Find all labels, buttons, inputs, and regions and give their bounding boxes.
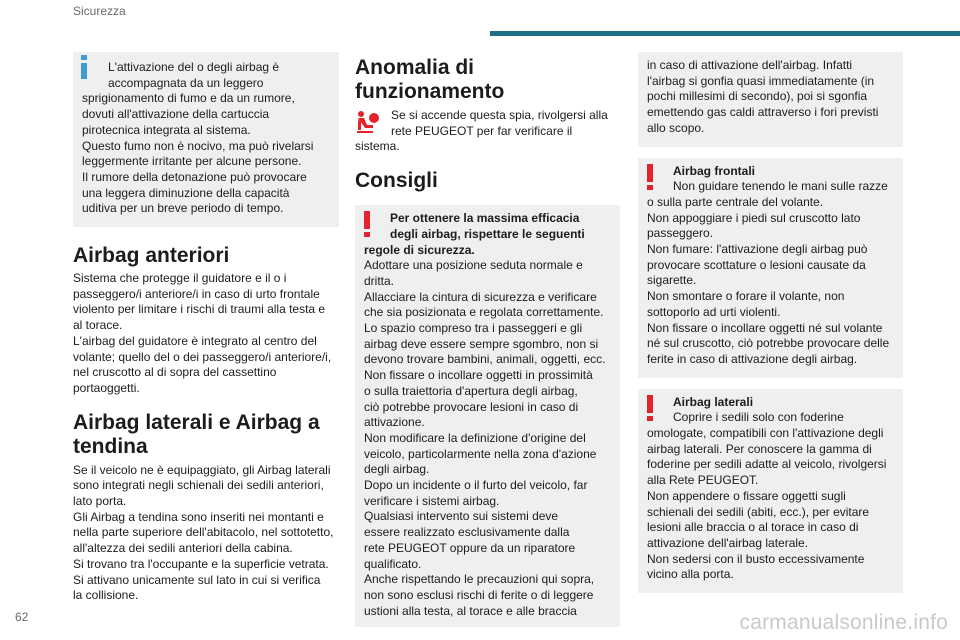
text-line: all'altezza dei sedili anteriori della cabina. (73, 541, 293, 556)
warning-line: qualificato. (364, 556, 422, 571)
continuation-box (638, 52, 903, 147)
warning-line: veicolo, particolarmente nella zona d'azione (364, 446, 597, 461)
warning-line: sigarette. (647, 273, 697, 288)
warning-title: Airbag frontali (673, 163, 756, 178)
heading-line: tendina (73, 434, 148, 458)
text-line: rete PEUGEOT per far verificare il (391, 123, 573, 138)
warning-title: Airbag laterali (673, 394, 754, 409)
heading-anomalia: Anomalia di funzionamento (355, 56, 505, 103)
text-line: pochi millesimi di secondo), poi si sgonfia (647, 89, 868, 104)
warning-line: Per ottenere la massima efficacia (390, 211, 580, 226)
warning-line: Adottare una posizione seduta normale e (364, 258, 583, 273)
text-line: Sistema che protegge il guidatore e il o i (73, 271, 287, 286)
warning-line: Non appendere o fissare oggetti sugli (647, 488, 846, 503)
text-line: nel cruscotto al di sopra del cassettino (73, 365, 277, 380)
warning-line: ustioni alla testa, al torace e alle braccia (364, 603, 577, 618)
info-line: Il rumore della detonazione può provocare (82, 169, 307, 184)
warning-box-consigli (355, 205, 620, 627)
warning-line: Non modificare la definizione d'origine del (364, 430, 586, 445)
warning-line: degli airbag, rispettare le seguenti (390, 226, 585, 241)
text-line: violento per limitare i rischi di traumi alla testa e (73, 302, 326, 317)
info-line: una leggera diminuzione della capacità (82, 185, 290, 200)
info-line: uditiva per un breve periodo di tempo. (82, 201, 284, 216)
text-line: Si trovano tra l'occupante e la superficie vetrata. (73, 556, 329, 571)
info-line: leggermente irritante per alcune persone. (82, 154, 302, 169)
warning-line: Non guidare tenendo le mani sulle razze (673, 179, 888, 194)
text-line: L'airbag del guidatore è integrato al centro del (73, 333, 317, 348)
text-line: Se il veicolo ne è equipaggiato, gli Airbag laterali (73, 462, 331, 477)
heading-airbag-laterali-tendina (73, 411, 339, 459)
warning-line: airbag deve essere sempre sgombro, non si (364, 336, 599, 351)
warning-box-frontali (638, 158, 903, 378)
column-right (638, 52, 903, 593)
warning-line: devono trovare bambini, animali, oggetti, ecc. (364, 352, 606, 367)
section-title: Sicurezza (73, 4, 126, 18)
warning-line: airbag laterali. Per conoscere la gamma di (647, 441, 872, 456)
text-line: portaoggetti. (73, 380, 140, 395)
warning-line: Allacciare la cintura di sicurezza e verificare (364, 289, 597, 304)
warning-line: lesioni alle braccia o al torace in caso di (647, 520, 859, 535)
info-line: pirotecnica integrata al sistema. (82, 122, 251, 137)
warning-line: ciò potrebbe provocare lesioni in caso di (364, 399, 579, 414)
text-line: Gli Airbag a tendina sono inseriti nei montanti e (73, 509, 324, 524)
warning-line: essere realizzato esclusivamente dalla (364, 525, 570, 540)
warning-line: attivazione dell'airbag laterale. (647, 535, 809, 550)
heading-line: Airbag laterali e Airbag a (73, 410, 320, 434)
warning-line: verificare i sistemi airbag. (364, 493, 500, 508)
info-line: sprigionamento di fumo e da un rumore, (82, 91, 295, 106)
page-number: 62 (15, 610, 29, 624)
warning-line: sottoporlo ad urti violenti. (647, 304, 781, 319)
text-line: sono integrati negli schienali dei sedili anteriori, (73, 478, 324, 493)
warning-line: o sulla traiettoria d'apertura degli airbag, (364, 383, 578, 398)
warning-box-laterali (638, 389, 903, 593)
header-accent-bar (490, 31, 960, 36)
text-line: volante; quello del o dei passeggero/i anteriore/i, (73, 349, 332, 364)
warning-line: Coprire i sedili solo con foderine (673, 410, 844, 425)
heading-consigli: Consigli (355, 169, 438, 193)
warning-line: né sul cruscotto, ciò potrebbe provocare delle (647, 336, 890, 351)
warning-line: Non sedersi con il busto eccessivamente (647, 551, 865, 566)
info-box (73, 52, 339, 227)
warning-line: Non smontare o forare il volante, non (647, 289, 845, 304)
warning-line: Anche rispettando le precauzioni qui sopra, (364, 572, 595, 587)
warning-line: che sia posizionata e regolata correttamente. (364, 305, 604, 320)
warning-line: alla Rete PEUGEOT. (647, 473, 759, 488)
warning-line: regole di sicurezza. (364, 242, 475, 257)
text-line: nella parte superiore dell'abitacolo, nel sottotetto, (73, 525, 334, 540)
text-line: lato porta. (73, 494, 127, 509)
watermark: carmanualsonline.info (739, 611, 948, 634)
warning-line: passeggero. (647, 226, 714, 241)
airbag-anteriori-text (73, 271, 339, 397)
text-line: allo scopo. (647, 120, 705, 135)
text-line: al torace. (73, 318, 123, 333)
text-line: sistema. (355, 139, 400, 154)
text-line: in caso di attivazione dell'airbag. Infatti (647, 58, 853, 72)
warning-line: Lo spazio compreso tra i passeggeri e gli (364, 321, 583, 336)
warning-line: Non fissare o incollare oggetti in prossimità (364, 368, 593, 383)
column-middle (355, 56, 620, 627)
anomalia-block (355, 108, 620, 155)
warning-line: Qualsiasi intervento sui sistemi deve (364, 509, 559, 524)
warning-line: Non fissare o incollare oggetti né sul volante (647, 320, 883, 335)
airbag-warning-lamp-icon (355, 110, 381, 134)
warning-line: schienali dei sedili (abiti, ecc.), per evitare (647, 504, 870, 519)
info-line: Questo fumo non è nocivo, ma può rivelarsi (82, 138, 314, 153)
heading-airbag-anteriori: Airbag anteriori (73, 244, 230, 268)
text-line: emettendo gas caldi attraverso i fori previsti (647, 105, 879, 120)
text-line: Si attivano unicamente sul lato in cui si verifica (73, 572, 321, 587)
warning-line: Dopo un incidente o il furto del veicolo, far (364, 478, 588, 493)
text-line: passeggero/i anteriore/i in caso di urto frontale (73, 286, 320, 301)
column-left (73, 52, 339, 604)
warning-line: provocare scottature o lesioni causate da (647, 257, 866, 272)
warning-line: omologate, compatibili con l'attivazione degli (647, 426, 884, 441)
text-line: l'airbag si gonfia quasi immediatamente (in (647, 73, 875, 88)
info-line: accompagnata da un leggero (108, 75, 264, 90)
warning-line: non sono esclusi rischi di ferite o di leggere (364, 587, 594, 602)
info-line: L'attivazione del o degli airbag è (108, 60, 280, 74)
warning-line: ferite in caso di attivazione degli airbag. (647, 351, 858, 366)
warning-line: foderine per sedili adatte al veicolo, rivolgersi (647, 457, 887, 472)
info-line: dovuti all'attivazione della cartuccia (82, 107, 270, 122)
warning-line: degli airbag. (364, 462, 430, 477)
warning-line: attivazione. (364, 415, 425, 430)
warning-line: dritta. (364, 273, 395, 288)
warning-line: Non fumare: l'attivazione degli airbag può (647, 242, 868, 257)
warning-line: rete PEUGEOT oppure da un riparatore (364, 540, 576, 555)
text-line: Se si accende questa spia, rivolgersi alla (391, 108, 608, 122)
warning-line: o sulla parte centrale del volante. (647, 194, 824, 209)
airbag-laterali-text (73, 463, 339, 604)
text-line: la collisione. (73, 588, 139, 603)
warning-line: Non appoggiare i piedi sul cruscotto lato (647, 210, 861, 225)
warning-line: vicino alla porta. (647, 567, 734, 582)
